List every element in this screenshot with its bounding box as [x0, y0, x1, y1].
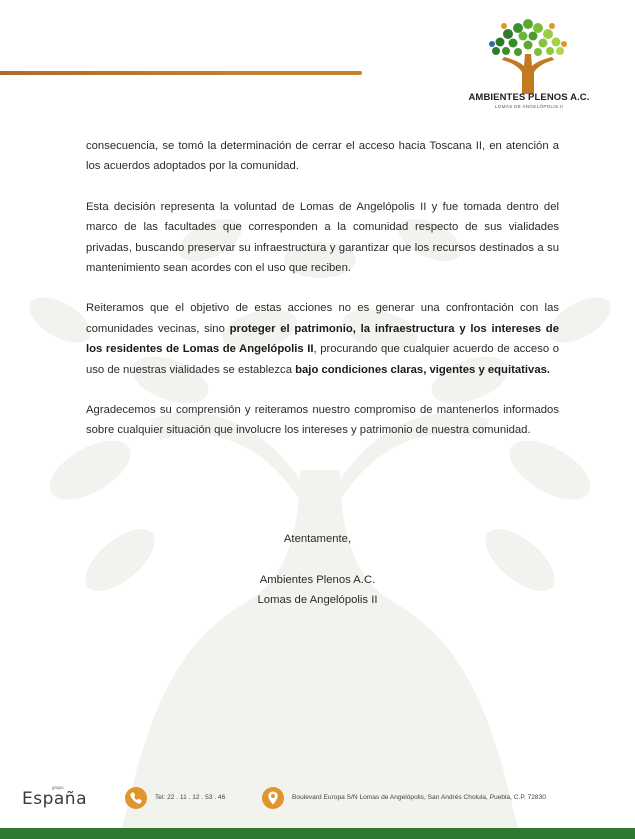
paragraph-3-bold-a: proteger el patrimonio, la infraestructura y los intereses de los residentes de Lomas de Angelópolis II	[86, 322, 559, 356]
header-accent-rule	[0, 71, 362, 75]
closing-salutation: Atentamente,	[283, 533, 352, 545]
paragraph-1: consecuencia, se tomó la determinación de cerrar el acceso hacia Toscana II, en atención a los acuerdos adoptados por la comunidad.	[86, 140, 559, 173]
paragraph-3	[86, 298, 559, 380]
footer-color-bar	[0, 828, 635, 839]
espana-logo-text: España	[22, 789, 87, 809]
paragraph-3-part-a: Reiteramos que el objetivo de estas acciones no es generar una confrontación con las comunidades vecinas, sino	[86, 302, 559, 335]
location-pin-icon	[262, 787, 284, 809]
brand-name: AMBIENTES PLENOS A.C.	[468, 92, 590, 103]
paragraph-2: Esta decisión representa la voluntad de Lomas de Angelópolis II y fue tomada dentro del marco de las facultades que corresponden a la comunidad respecto de sus vialidades privadas, buscando preservar su infraestructura y garantizar que los recursos destinados a su mantenimiento sean acordes con el uso que reciben.	[86, 200, 559, 275]
paragraph-4: Agradecemos su comprensión y reiteramos nuestro compromiso de mantenerlos informados sobre cualquier situación que involucre los intereses y patrimonio de nuestra comunidad.	[86, 404, 559, 437]
espana-grupo-label: grupo	[52, 785, 64, 790]
footer-telephone: Tel: 22 . 11 . 12 . 53 . 46	[155, 794, 226, 801]
letter-body	[86, 136, 559, 441]
paragraph-3-bold-b: bajo condiciones claras, vigentes y equitativas.	[295, 363, 551, 376]
signature-community: Lomas de Angelópolis II	[257, 594, 378, 606]
tree-logo-icon	[478, 14, 578, 94]
phone-icon	[125, 787, 147, 809]
footer-address: Boulevard Europa S/N Lomas de Angelópolis, San Andrés Cholula, Puebla, C.P. 72830	[292, 794, 546, 801]
brand-subtitle: LOMAS DE ANGELÓPOLIS II	[494, 104, 564, 109]
paragraph-3-part-c: , procurando que cualquier acuerdo de acceso o uso de nuestras vialidades se establezca	[86, 343, 559, 376]
signature-organization: Ambientes Plenos A.C.	[259, 574, 376, 586]
